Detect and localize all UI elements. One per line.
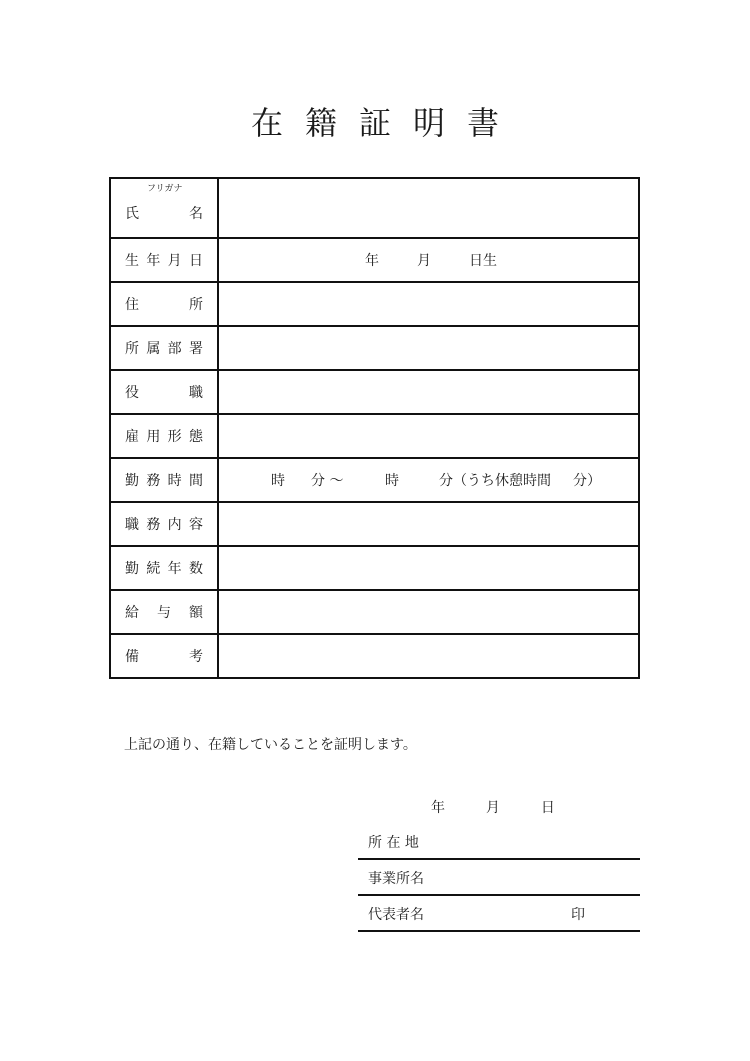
job-description-field[interactable]: [218, 502, 639, 546]
representative-label: 代表者名: [368, 907, 424, 923]
label-char: 生: [125, 253, 139, 269]
label-cell-years-of-service: [110, 546, 218, 590]
certification-statement: 上記の通り、在籍していることを証明します。: [124, 737, 417, 753]
label-char: 給: [125, 605, 139, 621]
label-char: 職: [189, 385, 203, 401]
label-cell-remarks: [110, 634, 218, 678]
position-field[interactable]: [218, 370, 639, 414]
certificate-form-table: [109, 177, 640, 679]
department-field[interactable]: [218, 326, 639, 370]
label-char: 続: [146, 561, 161, 577]
start-hour-unit: 時: [271, 473, 285, 489]
signature-date[interactable]: [431, 797, 555, 817]
label-cell-salary: [110, 590, 218, 634]
name-field[interactable]: [218, 178, 639, 238]
label-char: 形: [167, 429, 182, 445]
table-row-birthdate: [110, 238, 639, 282]
table-row-position: [110, 370, 639, 414]
birth-day-unit: 日生: [469, 253, 497, 269]
date-month-unit: 月: [485, 800, 500, 816]
location-line[interactable]: [358, 826, 640, 860]
table-row-job-description: [110, 502, 639, 546]
office-name-line[interactable]: [358, 862, 640, 896]
label-char: 日: [188, 253, 203, 269]
working-hours-field[interactable]: [218, 458, 639, 502]
label-char: 備: [125, 649, 139, 665]
label-cell-employment-type: [110, 414, 218, 458]
label-char: 職: [125, 517, 139, 533]
label-cell-department: [110, 326, 218, 370]
table-row-address: [110, 282, 639, 326]
label-char: 勤: [125, 561, 139, 577]
furigana-label: フリガナ: [147, 184, 183, 194]
page-title: 在籍証明書: [250, 104, 521, 142]
label-char: 数: [188, 561, 203, 577]
label-char: 属: [146, 341, 161, 357]
label-char: 月: [167, 253, 182, 269]
birthdate-field[interactable]: [218, 238, 639, 282]
table-row-name: [110, 178, 639, 238]
label-char: 時: [167, 473, 182, 489]
label-cell-working-hours: [110, 458, 218, 502]
label-char: 内: [167, 517, 182, 533]
start-minute-unit: 分 ～: [311, 473, 344, 489]
label-char: 部: [167, 341, 182, 357]
label-char: 用: [146, 429, 161, 445]
table-row-department: [110, 326, 639, 370]
representative-line[interactable]: [358, 898, 640, 932]
label-cell-job-description: [110, 502, 218, 546]
label-cell-birthdate: [110, 238, 218, 282]
table-row-salary: [110, 590, 639, 634]
location-label: 所 在 地: [368, 835, 419, 851]
label-char: 住: [125, 297, 139, 313]
label-char: 態: [188, 429, 203, 445]
label-char: 務: [146, 473, 161, 489]
table-row-working-hours: [110, 458, 639, 502]
remarks-field[interactable]: [218, 634, 639, 678]
label-char: 役: [125, 385, 139, 401]
table-row-remarks: [110, 634, 639, 678]
table-row-years-of-service: [110, 546, 639, 590]
label-char: 勤: [125, 473, 139, 489]
label-char: 氏: [125, 206, 139, 222]
label-char: 署: [188, 341, 203, 357]
break-minute-unit: 分）: [573, 473, 601, 489]
years-of-service-field[interactable]: [218, 546, 639, 590]
seal-mark-label: 印: [571, 907, 585, 923]
label-char: 与: [157, 605, 171, 621]
label-char: 年: [167, 561, 182, 577]
label-char: 所: [125, 341, 139, 357]
label-char: 考: [189, 649, 203, 665]
birth-year-unit: 年: [365, 253, 379, 269]
label-char: 間: [188, 473, 203, 489]
label-char: 名: [189, 206, 203, 222]
label-char: 所: [189, 297, 203, 313]
office-name-label: 事業所名: [368, 871, 424, 887]
label-char: 容: [188, 517, 203, 533]
label-char: 務: [146, 517, 161, 533]
end-minute-unit: 分（うち休憩時間: [439, 473, 551, 489]
date-day-unit: 日: [540, 800, 555, 816]
birth-month-unit: 月: [417, 253, 431, 269]
label-cell-position: [110, 370, 218, 414]
label-char: 年: [146, 253, 161, 269]
label-cell-name: [110, 178, 218, 238]
end-hour-unit: 時: [385, 473, 399, 489]
employment-type-field[interactable]: [218, 414, 639, 458]
address-field[interactable]: [218, 282, 639, 326]
label-char: 額: [189, 605, 203, 621]
label-char: 雇: [125, 429, 139, 445]
label-cell-address: [110, 282, 218, 326]
salary-field[interactable]: [218, 590, 639, 634]
date-year-unit: 年: [431, 800, 445, 816]
table-row-employment-type: [110, 414, 639, 458]
